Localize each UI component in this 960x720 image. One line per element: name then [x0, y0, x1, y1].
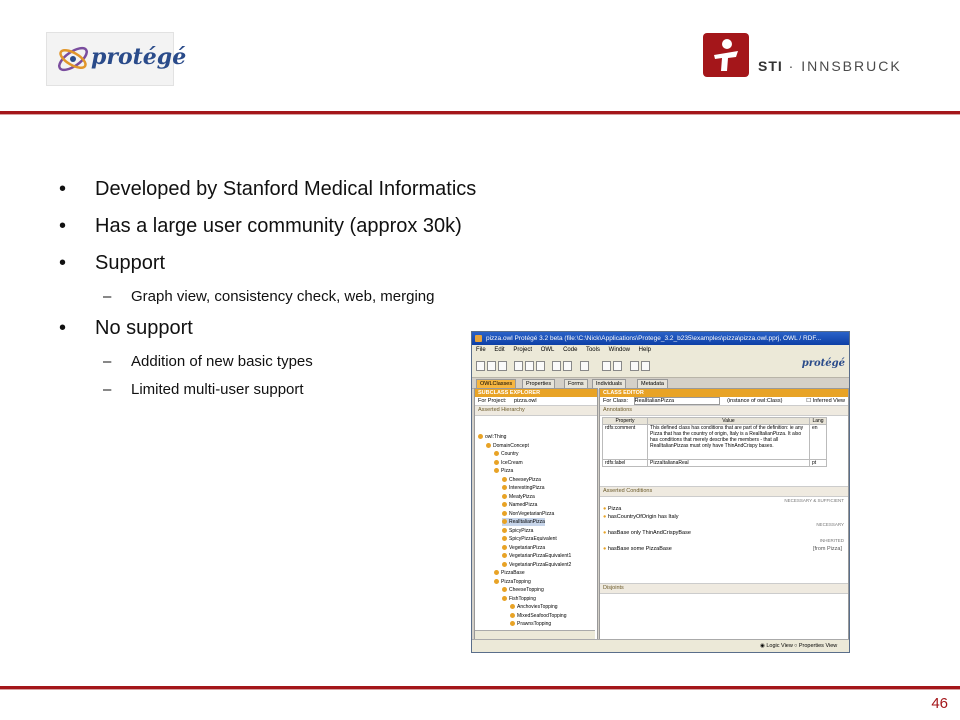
back-icon[interactable]	[630, 361, 639, 371]
sub-bullet-item: – Limited multi-user support	[103, 381, 304, 398]
tree-node[interactable]: Pizza	[494, 467, 513, 475]
forward-icon[interactable]	[641, 361, 650, 371]
class-icon	[502, 477, 507, 482]
bullet-list	[55, 175, 525, 407]
logic-view-radio[interactable]: ◉ Logic View	[760, 643, 793, 649]
undo-icon[interactable]	[552, 361, 561, 371]
protege-screenshot	[471, 331, 850, 653]
class-icon	[478, 434, 483, 439]
table-row[interactable]: rdfs:comment This defined class has conditions that are part of the definition: ie any Pizza that has the country of origin, Italy is a RealItalianPizza. It also has conditions that merely describe the members - that all RealItalianPizzas must only have ThinAndCrispy bases. en	[603, 425, 827, 460]
condition-row[interactable]: ● Pizza	[603, 506, 622, 512]
necessary-label: NECESSARY	[816, 522, 844, 527]
class-icon	[502, 511, 507, 516]
tree-node[interactable]: PizzaTopping	[494, 578, 531, 586]
disjoints-label: Disjoints	[600, 583, 848, 594]
class-icon	[494, 451, 499, 456]
menu-edit[interactable]: Edit	[494, 347, 505, 353]
annotations-label: Annotations	[600, 405, 848, 416]
menu-file[interactable]: File	[476, 347, 486, 353]
copy-icon[interactable]	[525, 361, 534, 371]
new-icon[interactable]	[476, 361, 485, 371]
tab-individuals[interactable]: Individuals	[592, 379, 626, 389]
class-icon	[502, 502, 507, 507]
tree-node[interactable]: VegetarianPizzaEquivalent1	[502, 552, 571, 560]
for-project-row: For Project: pizza.owl	[478, 398, 537, 404]
asserted-hierarchy-label: Asserted Hierarchy	[475, 405, 597, 416]
asserted-conditions-label: Asserted Conditions	[600, 486, 848, 497]
tree-node[interactable]: SpicyPizzaEquivalent	[502, 535, 557, 543]
tree-node[interactable]: DomainConcept	[486, 442, 529, 450]
instance-of-label: (instance of owl:Class)	[727, 398, 783, 404]
annotations-table	[602, 417, 827, 467]
menu-bar	[472, 345, 849, 355]
paste-icon[interactable]	[536, 361, 545, 371]
class-icon	[510, 604, 515, 609]
tree-node[interactable]: AnchoviesTopping	[510, 603, 558, 611]
table-row[interactable]: rdfs:label PizzaItalianaReal pt	[603, 460, 827, 467]
protege-logo-text: protégé	[91, 44, 187, 70]
for-class-row: For Class: RealItalianPizza (instance of owl:Class) ☐ Inferred View	[603, 398, 845, 404]
ann-col-lang: Lang	[810, 418, 827, 425]
class-icon	[502, 519, 507, 524]
redo-icon[interactable]	[563, 361, 572, 371]
class-icon	[494, 570, 499, 575]
tree-node[interactable]: PizzaBase	[494, 569, 525, 577]
class-name-field[interactable]: RealItalianPizza	[634, 397, 720, 405]
class-icon	[502, 553, 507, 558]
inferred-view-checkbox[interactable]: ☐ Inferred View	[806, 398, 845, 404]
class-icon	[502, 528, 507, 533]
class-icon	[502, 485, 507, 490]
subclass-explorer-header: SUBCLASS EXPLORER	[475, 389, 597, 397]
class-icon	[486, 443, 491, 448]
menu-project[interactable]: Project	[513, 347, 533, 353]
cut-icon[interactable]	[514, 361, 523, 371]
tree-node[interactable]: owl:Thing	[478, 433, 506, 441]
consistency-icon[interactable]	[613, 361, 622, 371]
tree-node[interactable]: Country	[494, 450, 519, 458]
menu-code[interactable]: Code	[563, 347, 578, 353]
app-icon	[475, 335, 482, 342]
tree-node[interactable]: NamedPizza	[502, 501, 537, 509]
sti-logo-text: STI · INNSBRUCK	[758, 58, 902, 74]
tree-node[interactable]: IceCream	[494, 459, 523, 467]
subclass-explorer	[474, 388, 598, 642]
classify-icon[interactable]	[602, 361, 611, 371]
sub-bullet-item: – Graph view, consistency check, web, merging	[103, 288, 435, 305]
class-icon	[494, 579, 499, 584]
tree-node[interactable]: CheeseTopping	[502, 586, 544, 594]
footer-divider	[0, 686, 960, 689]
protege-swirl-icon	[53, 37, 93, 81]
sub-bullet-item: – Addition of new basic types	[103, 353, 313, 370]
class-icon	[502, 536, 507, 541]
inherited-label: INHERITED	[819, 538, 844, 543]
bullet-item: • No support	[59, 317, 193, 339]
protege-logo	[46, 32, 187, 86]
status-bar	[472, 639, 849, 652]
class-icon	[494, 468, 499, 473]
menu-help[interactable]: Help	[638, 347, 652, 353]
tree-node[interactable]: FishTopping	[502, 595, 536, 603]
class-editor	[599, 388, 849, 642]
class-icon	[510, 613, 515, 618]
nec-suff-label: NECESSARY & SUFFICIENT	[784, 498, 844, 503]
bullet-item: • Developed by Stanford Medical Informatics	[59, 178, 477, 200]
class-icon	[502, 587, 507, 592]
tree-node[interactable]: NonVegetarianPizza	[502, 510, 554, 518]
tree-node[interactable]: MeatyPizza	[502, 493, 535, 501]
sti-mark-icon	[703, 33, 749, 77]
page-number: 46	[931, 695, 948, 712]
class-icon	[502, 596, 507, 601]
class-icon	[502, 494, 507, 499]
open-icon[interactable]	[487, 361, 496, 371]
menu-window[interactable]: Window	[608, 347, 630, 353]
condition-row[interactable]: ● hasBase only ThinAndCrispyBase	[603, 530, 691, 536]
tree-node[interactable]: CheeseyPizza	[502, 476, 541, 484]
project-value: pizza.owl	[513, 398, 537, 404]
tree-node[interactable]: SpicyPizza	[502, 527, 533, 535]
tree-node[interactable]: InterestingPizza	[502, 484, 545, 492]
class-icon	[510, 621, 515, 626]
find-icon[interactable]	[580, 361, 589, 371]
class-icon	[494, 460, 499, 465]
tab-forms[interactable]: Forms	[564, 379, 588, 389]
tree-node[interactable]: VegetarianPizzaEquivalent2	[502, 561, 571, 569]
class-icon	[502, 562, 507, 567]
tab-properties[interactable]: Properties	[522, 379, 555, 389]
tree-node[interactable]: VegetarianPizza	[502, 544, 545, 552]
tab-owlclasses[interactable]: OWLClasses	[476, 379, 516, 389]
tab-metadata[interactable]: Metadata	[637, 379, 668, 389]
save-icon[interactable]	[498, 361, 507, 371]
class-icon	[502, 545, 507, 550]
tree-node[interactable]: RealItalianPizza	[502, 518, 545, 526]
condition-row[interactable]: ● hasCountryOfOrigin has Italy	[603, 514, 679, 520]
bullet-item: • Has a large user community (approx 30k)	[59, 215, 462, 237]
ann-col-value: Value	[648, 418, 810, 425]
bullet-item: • Support	[59, 252, 166, 274]
tree-node[interactable]: PrawnsTopping	[510, 620, 551, 628]
header-divider	[0, 111, 960, 114]
ann-col-property: Property	[603, 418, 648, 425]
menu-tools[interactable]: Tools	[585, 347, 600, 353]
window-titlebar: pizza.owl Protégé 3.2 beta (file:\C:\Nick\Applications\Protege_3.2_b235\examples\pizza\pizza.owl.pprj, OWL / RDF...	[472, 332, 849, 345]
class-editor-header: CLASS EDITOR	[600, 389, 848, 397]
tree-node[interactable]: MixedSeafoodTopping	[510, 612, 566, 620]
properties-view-radio[interactable]: ○ Properties View	[794, 643, 838, 649]
protege-mini-logo: protégé	[801, 358, 845, 369]
toolbar	[472, 355, 849, 378]
condition-row[interactable]: ● hasBase some PizzaBase [from Pizza]	[603, 546, 842, 552]
menu-owl[interactable]: OWL	[540, 347, 555, 353]
